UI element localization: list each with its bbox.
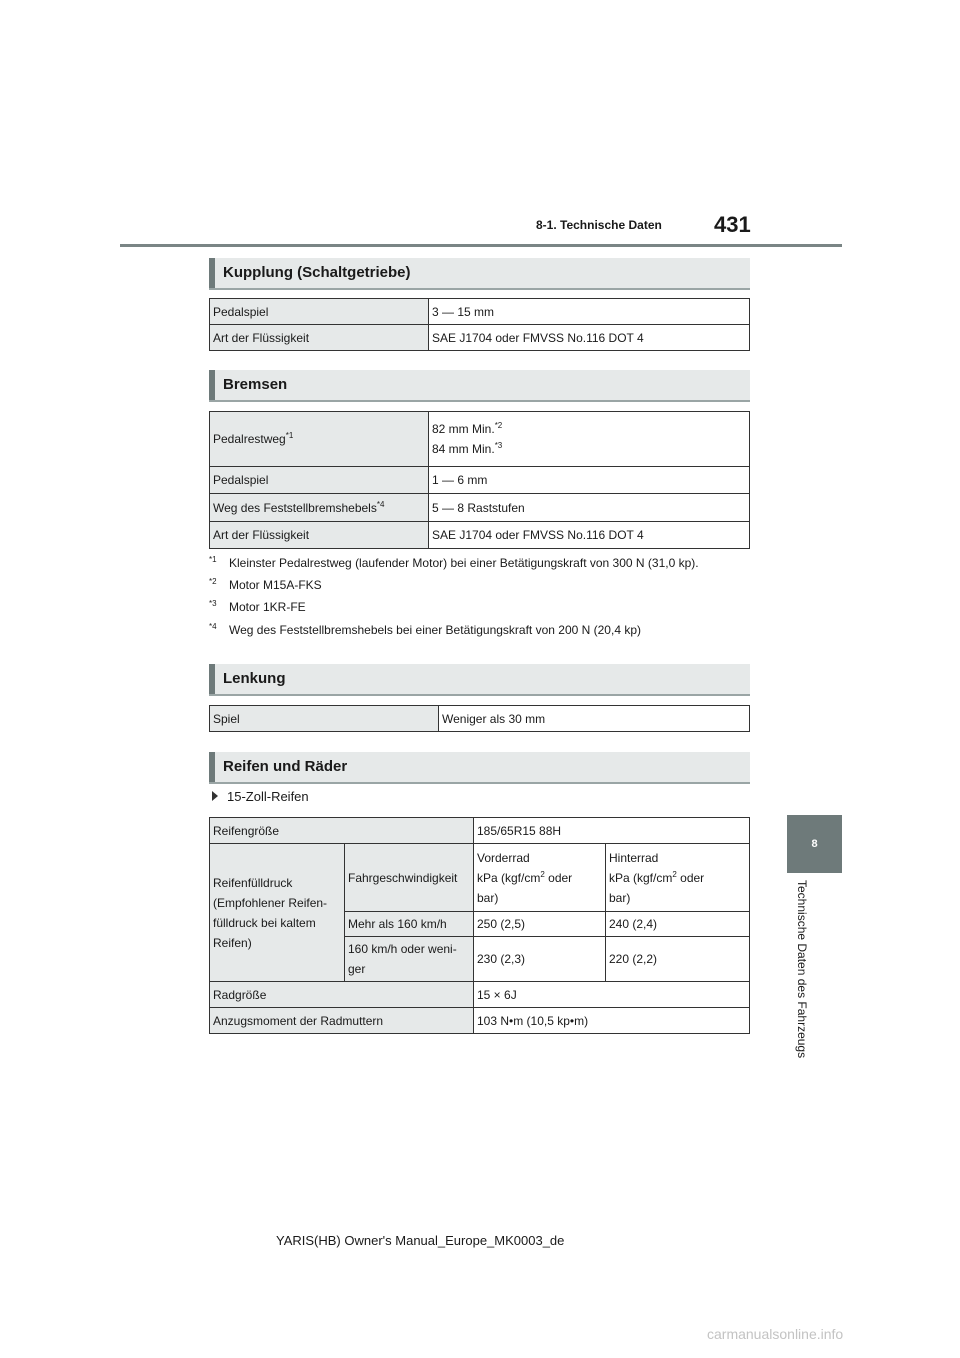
row-value: 82 mm Min.$^{*2}$ 84 mm Min.$^{*3}$ <box>429 412 750 467</box>
rear-pressure: 220 (2,2) <box>606 937 750 982</box>
table-row <box>210 706 750 732</box>
bullet-item: 15-Zoll-Reifen <box>212 789 309 804</box>
table-row <box>210 844 750 912</box>
reifen-table <box>209 817 750 1034</box>
table-row <box>210 412 750 467</box>
row-value: SAE J1704 oder FMVSS No.116 DOT 4 <box>429 325 750 351</box>
section-heading-reifen <box>209 752 750 784</box>
watermark: carmanualsonline.info <box>707 1326 844 1342</box>
section-title: Kupplung (Schaltgetriebe) <box>223 264 411 281</box>
table-row <box>210 467 750 494</box>
front-pressure: 250 (2,5) <box>474 912 606 937</box>
row-value: 5 — 8 Raststufen <box>429 494 750 522</box>
row-label: Weg des Feststellbremshebels$^{*4}$ <box>210 494 429 522</box>
chapter-label-text: Technische Daten des Fahrzeugs <box>795 880 809 1059</box>
table-row <box>210 818 750 844</box>
section-heading-kupplung <box>209 258 750 290</box>
front-header: Vorderrad kPa ($kgf/cm^2$ oder bar) <box>474 844 606 912</box>
row-value: 15 × 6J <box>474 982 750 1008</box>
row-value: 1 — 6 mm <box>429 467 750 494</box>
rear-pressure: 240 (2,4) <box>606 912 750 937</box>
table-row <box>210 494 750 522</box>
lenkung-table <box>209 705 750 732</box>
bremsen-table <box>209 411 750 549</box>
row-label: Anzugsmoment der Radmuttern <box>210 1008 474 1034</box>
row-label: Pedalspiel <box>210 299 429 325</box>
table-row <box>210 522 750 549</box>
section-title: Reifen und Räder <box>223 758 348 775</box>
table-row <box>210 325 750 351</box>
footnote: $^{*4}$ Weg des Feststellbremshebels bei einer Betätigungskraft von 200 N (20,4 kp) <box>209 622 641 637</box>
page-footer: YARIS(HB) Owner's Manual_Europe_MK0003_de <box>276 1233 565 1248</box>
chapter-label <box>796 880 809 1090</box>
kupplung-table <box>209 298 750 351</box>
front-pressure: 230 (2,3) <box>474 937 606 982</box>
section-title: Bremsen <box>223 376 288 393</box>
speed-header: Fahrgeschwindigkeit <box>345 844 474 912</box>
table-row <box>210 299 750 325</box>
row-label: Art der Flüssigkeit <box>210 522 429 549</box>
triangle-bullet-icon <box>212 791 218 801</box>
rear-header: Hinterrad kPa ($kgf/cm^2$ oder bar) <box>606 844 750 912</box>
row-label: Spiel <box>210 706 439 732</box>
row-value: SAE J1704 oder FMVSS No.116 DOT 4 <box>429 522 750 549</box>
row-label: Radgröße <box>210 982 474 1008</box>
speed-cell: Mehr als 160 km/h <box>345 912 474 937</box>
row-value: 3 — 15 mm <box>429 299 750 325</box>
section-heading-lenkung <box>209 664 750 696</box>
footnote: $^{*1}$ Kleinster Pedalrestweg (laufender Motor) bei einer Betätigungskraft von 300 N (31,0 kp). <box>209 555 699 570</box>
table-row <box>210 982 750 1008</box>
footnote: $^{*3}$ Motor 1KR-FE <box>209 599 306 614</box>
row-label: Pedalspiel <box>210 467 429 494</box>
row-value: 103 N•m (10,5 kp•m) <box>474 1008 750 1034</box>
pressure-label: Reifenfülldruck (Empfohlener Reifen- fülldruck bei kaltem Reifen) <box>210 844 345 982</box>
page-number: 431 <box>714 212 751 237</box>
speed-cell: 160 km/h oder weni- ger <box>345 937 474 982</box>
section-heading-bremsen <box>209 370 750 402</box>
header-rule <box>120 244 842 247</box>
row-label: Art der Flüssigkeit <box>210 325 429 351</box>
row-value: 185/65R15 88H <box>474 818 750 844</box>
chapter-number-tab: 8 <box>787 815 842 873</box>
row-value: Weniger als 30 mm <box>439 706 750 732</box>
header-section-title: 8-1. Technische Daten <box>536 218 662 232</box>
table-row <box>210 1008 750 1034</box>
row-label: Pedalrestweg$^{*1}$ <box>210 412 429 467</box>
row-label: Reifengröße <box>210 818 474 844</box>
footnote: $^{*2}$ Motor M15A-FKS <box>209 577 322 592</box>
section-title: Lenkung <box>223 670 286 687</box>
